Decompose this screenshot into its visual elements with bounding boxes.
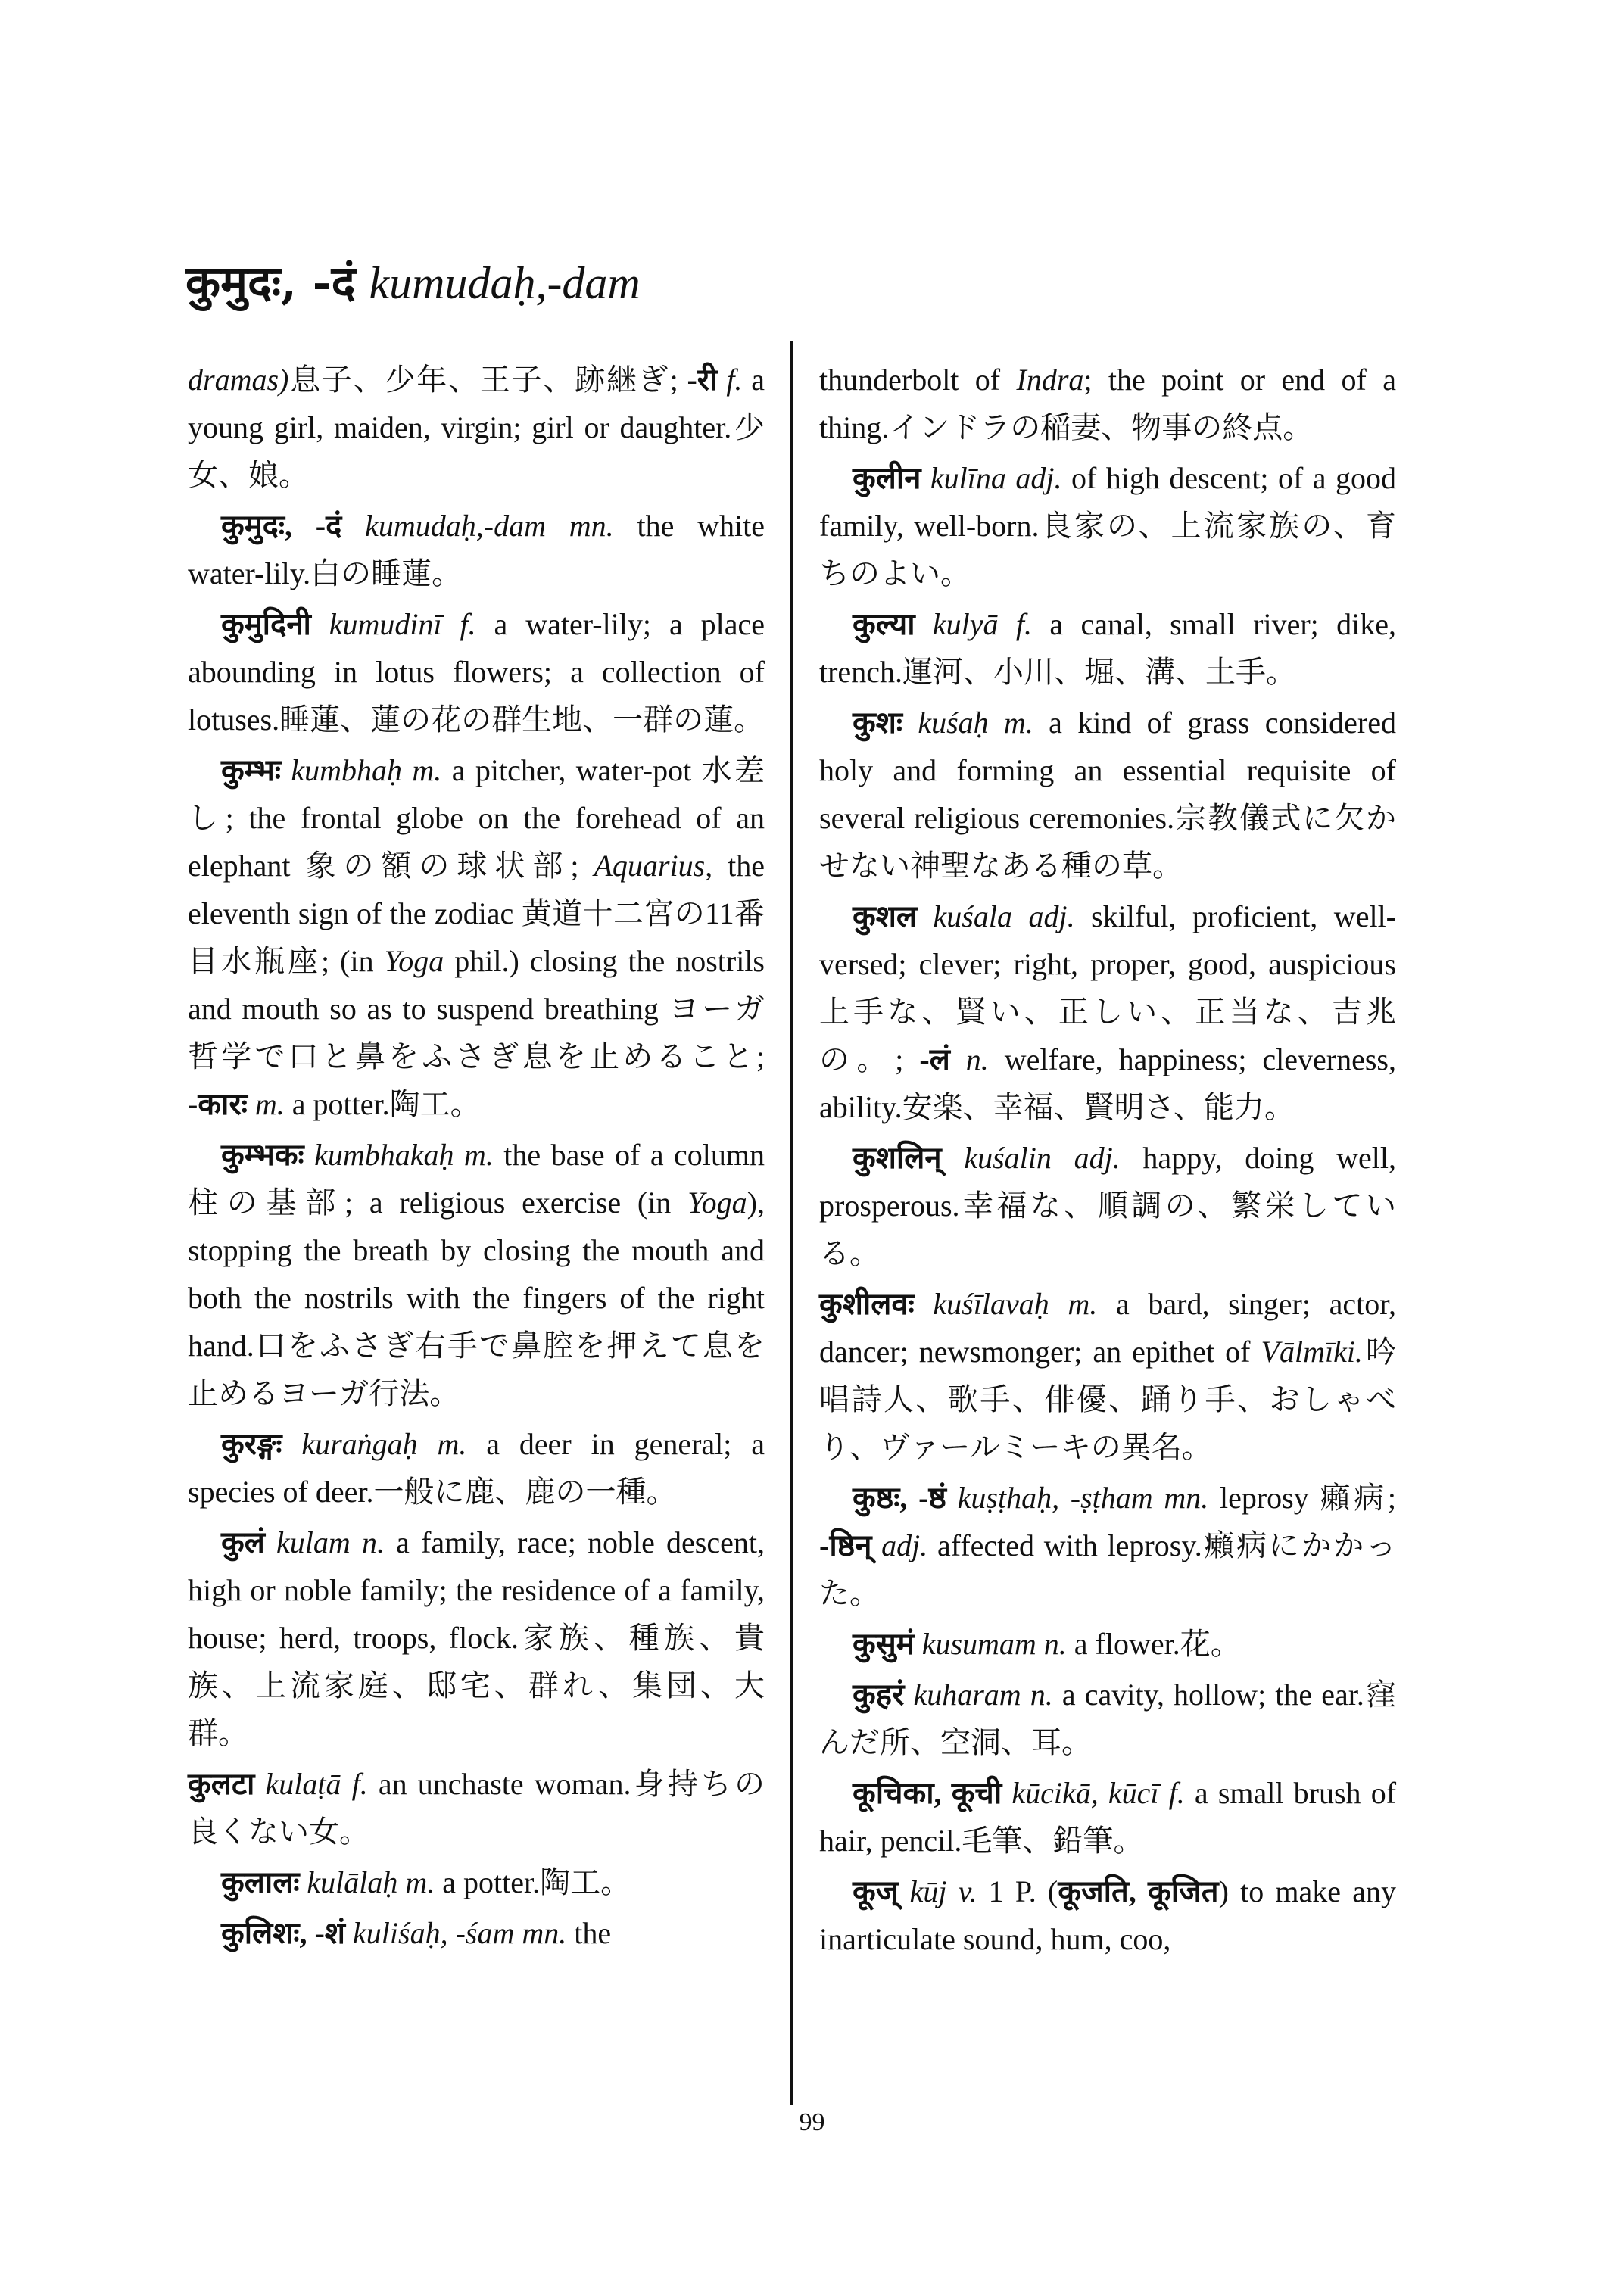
italic-text: f. — [717, 363, 743, 397]
italic-text: m. — [254, 1087, 285, 1121]
header-headword-devanagari: कुमुदः, -दं — [185, 257, 356, 310]
dictionary-entry — [819, 699, 1396, 889]
definition-text: 吟唱詩人、歌手、俳優、踊り手、おしゃべり、ヴァールミーキの異名。 — [819, 1335, 1397, 1464]
devanagari-headword: कुलटा — [188, 1767, 266, 1801]
dictionary-entry — [819, 1671, 1396, 1766]
dictionary-entry — [819, 1134, 1396, 1277]
italic-text: Yoga — [384, 944, 444, 978]
italic-text: kuharam n. — [913, 1678, 1053, 1712]
definition-text: a flower.花。 — [1066, 1627, 1241, 1661]
definition-text: a potter.陶工。 — [435, 1865, 631, 1899]
dictionary-entry — [188, 746, 765, 1128]
italic-text: n. — [965, 1042, 989, 1076]
italic-text: Vālmīki. — [1261, 1335, 1363, 1369]
dictionary-entry — [188, 1858, 765, 1906]
italic-text: kuraṅgaḥ m. — [301, 1427, 467, 1461]
devanagari-headword: कुलं — [221, 1525, 277, 1559]
italic-text: kumbhaḥ m. — [291, 753, 442, 787]
devanagari-headword: कुरङ्गः — [221, 1427, 302, 1461]
dictionary-entry — [819, 600, 1396, 696]
italic-text: kūcikā, kūcī f. — [1011, 1776, 1185, 1810]
definition-text: a bard, singer; actor, dancer; newsmonger; an epithet of — [819, 1287, 1396, 1369]
devanagari-headword: -री — [687, 363, 718, 397]
devanagari-headword: -कारः — [188, 1087, 255, 1121]
italic-text: kulyā f. — [932, 607, 1032, 641]
italic-text: kumudinī f. — [329, 607, 476, 641]
definition-text: the base of a column 柱の基部; a religious exercise (in — [188, 1138, 765, 1220]
italic-text: kumbhakaḥ m. — [314, 1138, 494, 1172]
definition-text: thunderbolt of — [819, 363, 1017, 397]
italic-text: kuśalin adj. — [964, 1141, 1121, 1175]
devanagari-headword: कूचिका, कूची — [853, 1776, 1012, 1810]
definition-text: a family, race; noble descent, high or noble family; the residence of a family, house; herd, troops, flock.家族、種族、貴族、上流家庭、邸宅、群れ、集団、大群。 — [188, 1525, 765, 1750]
italic-text: kuliśaḥ, -śam mn. — [353, 1916, 567, 1950]
devanagari-headword: कुमुदः, -दं — [221, 509, 366, 543]
dictionary-entry — [819, 893, 1396, 1131]
column-divider — [790, 341, 793, 2105]
definition-text: a young girl, maiden, virgin; girl or daughter.少女、娘。 — [188, 363, 765, 492]
italic-text: kumudaḥ,-dam mn. — [365, 509, 614, 543]
definition-text: a kind of grass considered holy and forming an essential requisite of several religious ceremonies.宗教儀式に欠かせない神聖なある種の草。 — [819, 706, 1397, 883]
italic-text: kulālaḥ m. — [307, 1865, 435, 1899]
dictionary-entry — [819, 1280, 1396, 1471]
definition-text: a pitcher, water-pot 水差し; the frontal globe on the forehead of an elephant 象の額の球状部; — [188, 753, 765, 883]
devanagari-headword: कुलिशः, -शं — [221, 1916, 354, 1950]
dictionary-entry — [188, 502, 765, 597]
devanagari-headword: कुम्भः — [221, 753, 291, 787]
definition-text: a canal, small river; dike, trench.運河、小川、堀、溝、土手。 — [819, 607, 1397, 689]
italic-text: kulaṭā f. — [265, 1767, 368, 1801]
devanagari-headword: कुशीलवः — [819, 1287, 934, 1321]
dictionary-entry — [819, 1620, 1396, 1668]
italic-text: kulam n. — [276, 1525, 385, 1559]
page-number: 99 — [799, 2108, 825, 2136]
dictionary-entry — [188, 1760, 765, 1855]
italic-text: dramas) — [188, 363, 289, 397]
devanagari-headword: कुशलिन् — [853, 1141, 965, 1175]
dictionary-entry — [819, 356, 1396, 451]
dictionary-entry — [819, 1474, 1396, 1617]
italic-text: kulīna adj. — [930, 461, 1062, 495]
definition-text: happy, doing well, prosperous.幸福な、順調の、繁栄している。 — [819, 1141, 1397, 1270]
definition-text: skilful, proficient, well-versed; clever; right, proper, good, auspicious 上手な、賢い、正しい、正当な、吉兆の。; — [819, 899, 1396, 1076]
dictionary-entry — [819, 1769, 1396, 1865]
right-column — [819, 356, 1396, 1966]
devanagari-headword: कुम्भकः — [221, 1138, 315, 1172]
devanagari-headword: कुष्ठः, -ष्ठं — [853, 1481, 958, 1515]
definition-text: the eleventh sign of the zodiac 黄道十二宮の11番目水瓶座; (in — [188, 849, 765, 978]
definition-text: welfare, happiness; cleverness, ability.安楽、幸福、賢明さ、能力。 — [819, 1042, 1396, 1124]
definition-text: 息子、少年、王子、跡継ぎ; — [288, 363, 687, 397]
definition-text: ; the point or end of a thing.インドラの稲妻、物事の終点。 — [819, 363, 1397, 444]
definition-text: 1 P. ( — [977, 1874, 1058, 1908]
devanagari-headword: कुलीन — [853, 461, 930, 495]
devanagari-headword: कुल्या — [853, 607, 933, 641]
definition-text: a deer in general; a species of deer.一般に鹿、鹿の一種。 — [188, 1427, 765, 1509]
dictionary-entry — [188, 1909, 765, 1957]
definition-text: ), stopping the breath by closing the mouth and both the nostrils with the fingers of the right hand.口をふさぎ右手で鼻腔を押えて息を止めるヨーガ行法。 — [188, 1185, 765, 1410]
header-headword-transliteration: kumudaḥ,-dam — [369, 258, 641, 308]
definition-text: of high descent; of a good family, well-born.良家の、上流家族の、育ちのよい。 — [819, 461, 1397, 590]
definition-text: an unchaste woman.身持ちの良くない女。 — [188, 1767, 765, 1849]
dictionary-entry — [188, 600, 765, 743]
devanagari-headword: -लं — [919, 1042, 966, 1076]
dictionary-entry — [819, 1868, 1396, 1963]
dictionary-entry — [188, 1420, 765, 1516]
italic-text: kuśīlavaḥ m. — [933, 1287, 1098, 1321]
devanagari-headword: कुशः — [853, 706, 918, 740]
italic-text: kūj v. — [909, 1874, 977, 1908]
definition-text: a water-lily; a place abounding in lotus flowers; a collection of lotuses.睡蓮、蓮の花の群生地、一群の蓮。 — [188, 607, 765, 737]
devanagari-headword: कुशल — [853, 899, 934, 933]
definition-text: the — [566, 1916, 612, 1950]
definition-text: leprosy 癩病; — [1208, 1481, 1396, 1515]
definition-text: a cavity, hollow; the ear.窪んだ所、空洞、耳。 — [819, 1678, 1396, 1759]
definition-text: the white water-lily.白の睡蓮。 — [188, 509, 765, 590]
definition-text: phil.) closing the nostrils and mouth so as to suspend breathing ヨーガ哲学で口と鼻をふさぎ息を止めること; — [188, 944, 765, 1073]
devanagari-headword: कुसुमं — [853, 1627, 922, 1661]
italic-text: Yoga — [687, 1185, 747, 1220]
left-column — [188, 356, 765, 1960]
definition-text: a potter.陶工。 — [284, 1087, 481, 1121]
italic-text: kuśaḥ m. — [918, 706, 1033, 740]
italic-text: Indra — [1016, 363, 1084, 397]
devanagari-headword: कुमुदिनी — [221, 607, 329, 641]
italic-text: kuśala adj. — [933, 899, 1075, 933]
definition-text: affected with leprosy.癩病にかかった。 — [819, 1528, 1396, 1610]
dictionary-entry — [188, 356, 765, 499]
devanagari-headword: -ष्ठिन् — [819, 1528, 882, 1562]
dictionary-entry — [819, 454, 1396, 597]
devanagari-headword: कूजति, कूजित — [1058, 1874, 1219, 1908]
definition-text: a small brush of hair, pencil.毛筆、鉛筆。 — [819, 1776, 1397, 1858]
italic-text: Aquarius, — [594, 849, 713, 883]
definition-text: ) to make any inarticulate sound, hum, coo, — [819, 1874, 1396, 1956]
italic-text: adj. — [881, 1528, 928, 1562]
dictionary-entry — [188, 1131, 765, 1417]
devanagari-headword: कुलालः — [221, 1865, 307, 1899]
italic-text: kuṣṭhaḥ, -ṣṭham mn. — [957, 1481, 1209, 1515]
page-header — [185, 250, 641, 312]
italic-text: kusumam n. — [921, 1627, 1067, 1661]
devanagari-headword: कुहरं — [853, 1678, 914, 1712]
dictionary-entry — [188, 1519, 765, 1757]
devanagari-headword: कूज् — [853, 1874, 910, 1908]
